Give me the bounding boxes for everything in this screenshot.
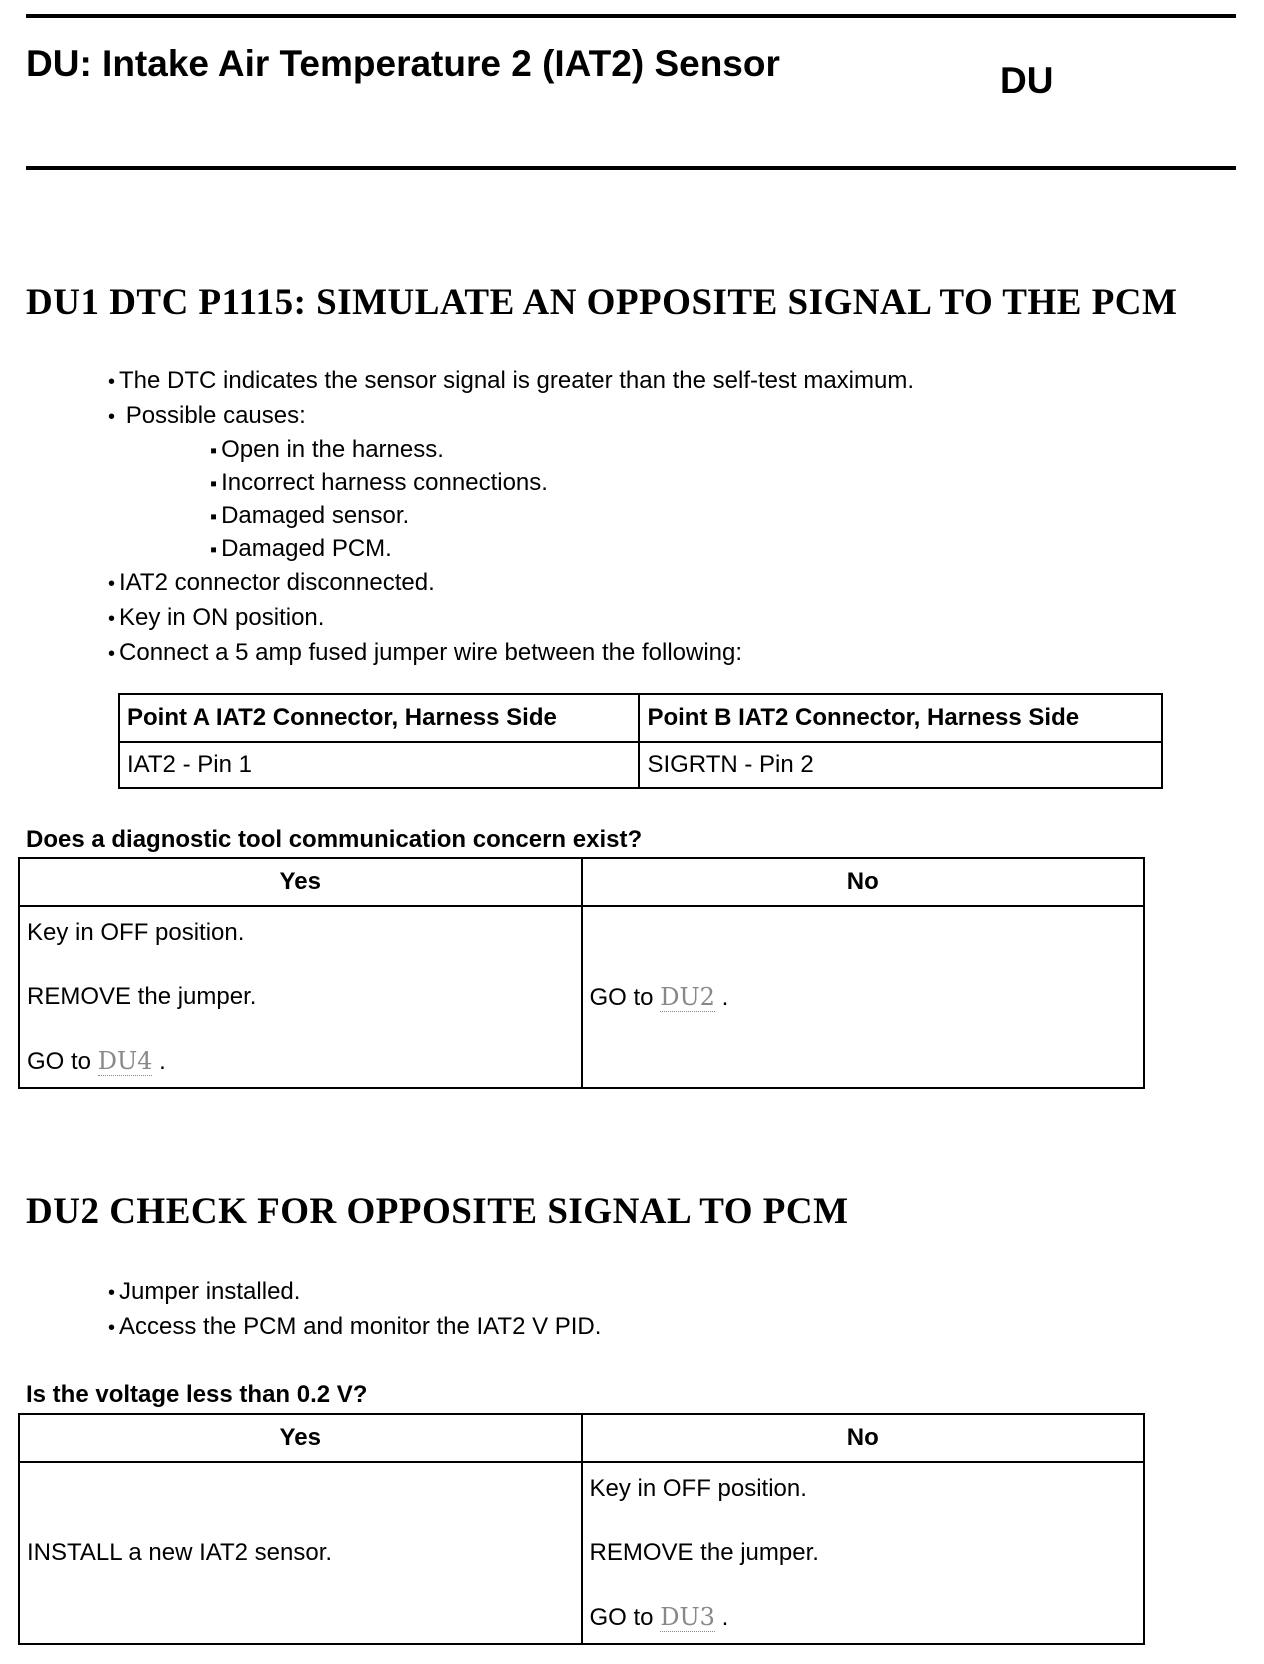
document-title: DU: Intake Air Temperature 2 (IAT2) Sensor bbox=[26, 43, 780, 84]
du1-decision-table bbox=[18, 857, 1145, 1089]
document-code: DU bbox=[1000, 60, 1054, 101]
table-row bbox=[119, 742, 1162, 788]
no-goto bbox=[590, 981, 1137, 1014]
jumper-connection-table bbox=[118, 693, 1163, 789]
no-header: No bbox=[582, 1414, 1145, 1462]
du1-no-cell bbox=[582, 906, 1145, 1088]
du1-steps-list bbox=[108, 364, 914, 671]
du2-no-cell bbox=[582, 1462, 1145, 1644]
no-header: No bbox=[582, 858, 1145, 906]
goto-prefix: GO to bbox=[589, 1603, 654, 1631]
yes-header: Yes bbox=[19, 858, 582, 906]
goto-suffix: . bbox=[721, 1603, 729, 1631]
goto-suffix: . bbox=[159, 1047, 166, 1075]
header-top-rule bbox=[26, 14, 1236, 18]
du1-section-title: DU1 DTC P1115: SIMULATE AN OPPOSITE SIGNAL TO THE PCM bbox=[26, 282, 1178, 323]
yes-line: REMOVE the jumper. bbox=[27, 982, 257, 1010]
cause-item: ▪ Damaged sensor. bbox=[210, 500, 914, 533]
goto-du2-link[interactable]: DU2 bbox=[660, 982, 715, 1011]
du2-steps-list bbox=[108, 1275, 601, 1345]
cause-item: ▪ Open in the harness. bbox=[210, 434, 914, 467]
no-line: REMOVE the jumper. bbox=[589, 1538, 819, 1566]
cause-item: ▪ Incorrect harness connections. bbox=[210, 467, 914, 500]
causes-list bbox=[108, 434, 914, 566]
cause-item: ▪ Damaged PCM. bbox=[210, 533, 914, 566]
yes-line: INSTALL a new IAT2 sensor. bbox=[27, 1539, 333, 1566]
goto-du4-link[interactable]: DU4 bbox=[97, 1046, 153, 1075]
du2-question: Is the voltage less than 0.2 V? bbox=[26, 1381, 368, 1408]
yes-line: Key in OFF position. bbox=[27, 918, 245, 946]
du2-step: • Jumper installed. bbox=[108, 1275, 601, 1310]
point-b-value: SIGRTN - Pin 2 bbox=[639, 742, 1162, 788]
table-header-row bbox=[19, 858, 1144, 906]
du1-step: • Key in ON position. bbox=[108, 601, 914, 636]
table-header-row bbox=[19, 1414, 1144, 1462]
no-goto bbox=[590, 1601, 1137, 1634]
point-a-value: IAT2 - Pin 1 bbox=[119, 742, 639, 788]
table-header-row bbox=[119, 694, 1162, 742]
du1-step: • IAT2 connector disconnected. bbox=[108, 566, 914, 601]
goto-prefix: GO to bbox=[27, 1047, 92, 1075]
du1-step: • Connect a 5 amp fused jumper wire between the following: bbox=[108, 636, 914, 671]
du1-step bbox=[108, 399, 914, 566]
point-b-header: Point B IAT2 Connector, Harness Side bbox=[639, 694, 1162, 742]
goto-prefix: GO to bbox=[589, 983, 654, 1011]
goto-du3-link[interactable]: DU3 bbox=[660, 1602, 715, 1631]
du2-decision-table bbox=[18, 1413, 1145, 1645]
possible-causes-label: Possible causes: bbox=[125, 402, 306, 429]
table-row bbox=[19, 1462, 1144, 1644]
header-bottom-rule bbox=[26, 166, 1236, 170]
du1-step: • The DTC indicates the sensor signal is greater than the self-test maximum. bbox=[108, 364, 914, 399]
table-row bbox=[19, 906, 1144, 1088]
yes-header: Yes bbox=[19, 1414, 582, 1462]
du1-question: Does a diagnostic tool communication concern exist? bbox=[26, 826, 643, 853]
no-line: Key in OFF position. bbox=[589, 1474, 807, 1502]
du2-section-title: DU2 CHECK FOR OPPOSITE SIGNAL TO PCM bbox=[26, 1191, 849, 1232]
du2-yes-cell bbox=[19, 1462, 582, 1644]
du1-yes-cell bbox=[19, 906, 582, 1088]
du2-step: • Access the PCM and monitor the IAT2 V PID. bbox=[108, 1310, 601, 1345]
yes-goto bbox=[27, 1045, 574, 1078]
point-a-header: Point A IAT2 Connector, Harness Side bbox=[119, 694, 639, 742]
goto-suffix: . bbox=[721, 983, 729, 1011]
